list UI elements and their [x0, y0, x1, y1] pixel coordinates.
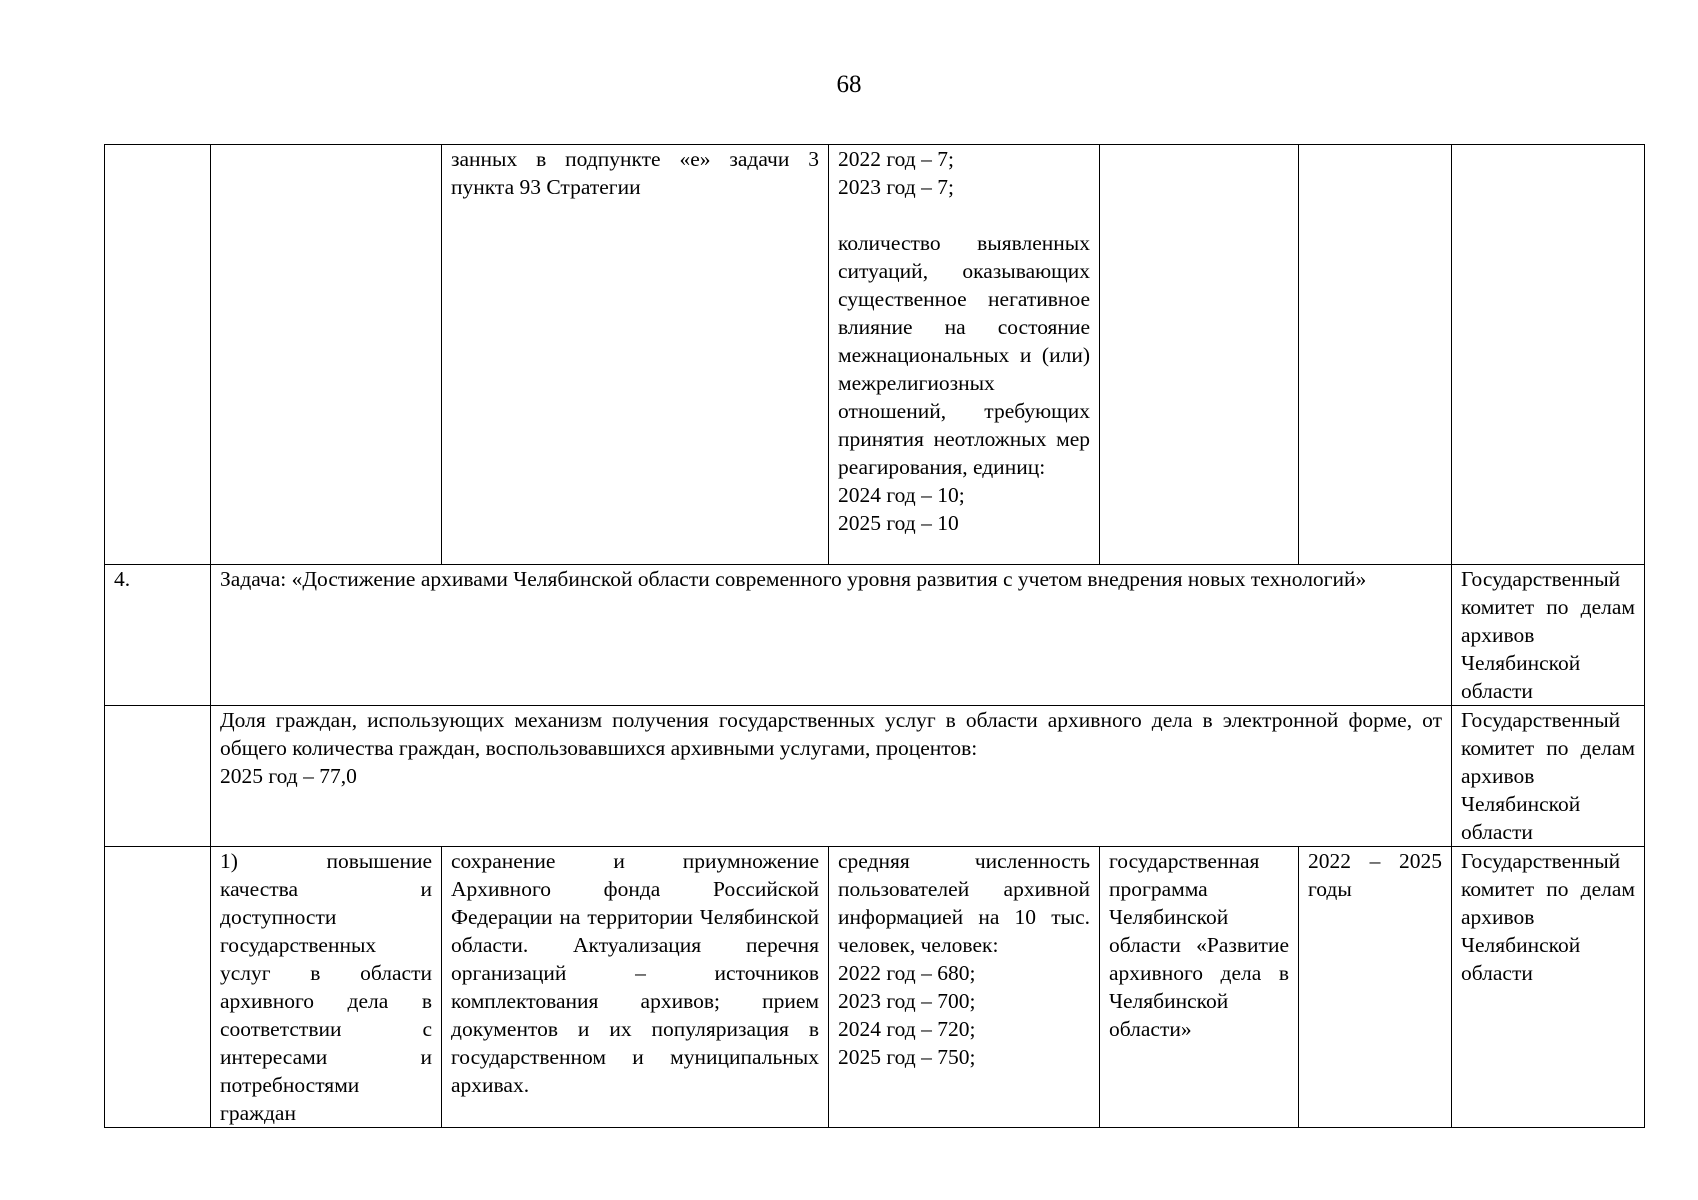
cell-task-title	[211, 565, 1452, 706]
cell-text: Доля граждан, использующих механизм получения государственных услуг в области архивного дела в электронной форме, от общего количества граждан, воспользовавшихся архивными услугами, процентов: 2025 год – 77,0	[220, 708, 1442, 788]
cell-measure	[442, 847, 829, 1128]
cell-text: занных в подпункте «е» задачи 3 пункта 93 Стратегии	[451, 147, 819, 199]
cell-indicator	[829, 847, 1100, 1128]
cell-number	[105, 145, 211, 565]
page-number: 68	[836, 71, 862, 98]
cell-text: 1) повышение качества и доступности государственных услуг в области архивного дела в соответствии с интересами и потребностями граждан	[220, 849, 432, 1125]
cell-responsible	[1452, 565, 1645, 706]
cell-program	[1100, 847, 1299, 1128]
cell-text: 2022 год – 7; 2023 год – 7;	[838, 147, 954, 199]
cell-text: Государственный комитет по делам архивов Челябинской области	[1461, 849, 1635, 985]
table-row-task	[105, 565, 1645, 706]
table-row-measure	[105, 847, 1645, 1128]
cell-task-direction	[211, 847, 442, 1128]
cell-text: Государственный комитет по делам архивов Челябинской области	[1461, 708, 1635, 844]
cell-text: государственная программа Челябинской области «Развитие архивного дела в Челябинской области»	[1109, 849, 1289, 1041]
cell-responsible	[1452, 706, 1645, 847]
cell-responsible	[1452, 145, 1645, 565]
cell-program	[1100, 145, 1299, 565]
cell-task-direction	[211, 145, 442, 565]
cell-period	[1299, 145, 1452, 565]
cell-indicator	[829, 145, 1100, 565]
cell-text: Государственный комитет по делам архивов Челябинской области	[1461, 567, 1635, 703]
cell-text: сохранение и приумножение Архивного фонда Российской Федерации на территории Челябинской области. Актуализация перечня организаций – источников комплектования архивов; прием документов и их популяризация в государственном и муниципальных архивах.	[451, 849, 819, 1097]
cell-measure	[442, 145, 829, 565]
cell-number	[105, 706, 211, 847]
cell-period	[1299, 847, 1452, 1128]
cell-text: 2022 – 2025 годы	[1308, 849, 1442, 901]
cell-responsible	[1452, 847, 1645, 1128]
table-row-continuation	[105, 145, 1645, 565]
cell-text: количество выявленных ситуаций, оказывающих существенное негативное влияние на состояние межнациональных и (или) межрелигиозных отношений, требующих принятия неотложных мер реагирования, единиц: 2024 год – 10; 2025 год – 10	[838, 231, 1090, 535]
cell-number	[105, 847, 211, 1128]
measures-table	[104, 144, 1645, 1128]
cell-indicator-title	[211, 706, 1452, 847]
table-row-indicator	[105, 706, 1645, 847]
cell-text: средняя численность пользователей архивной информацией на 10 тыс. человек, человек: 2022 год – 680; 2023 год – 700; 2024 год – 720; 2025 год – 750;	[838, 849, 1090, 1069]
cell-number: 4.	[105, 565, 211, 706]
cell-text: Задача: «Достижение архивами Челябинской области современного уровня развития с учетом внедрения новых технологий»	[220, 567, 1367, 591]
